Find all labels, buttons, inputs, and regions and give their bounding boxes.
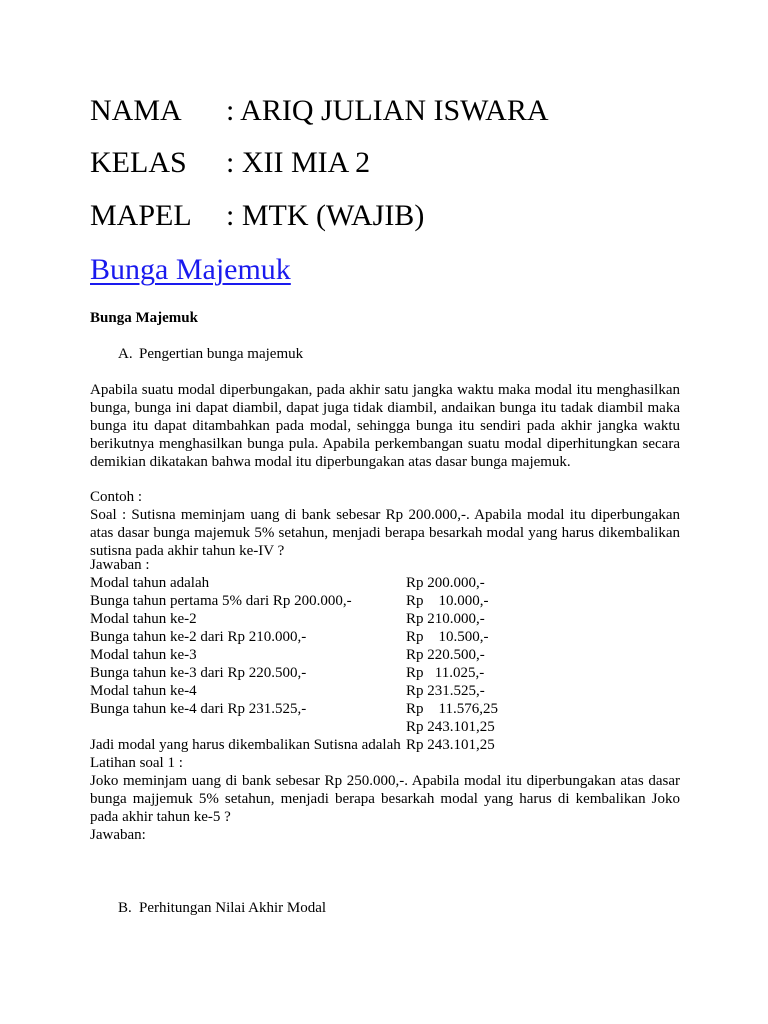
section-a-label: Pengertian bunga majemuk — [139, 346, 304, 362]
calculation-table — [90, 574, 680, 754]
example-question: Soal : Sutisna meminjam uang di bank sebesar Rp 200.000,-. Apabila modal itu diperbungakan atas dasar bunga majemuk 5% setahun, menjadi berapa besarkah modal yang harus dikembalikan sutisna pada akhir tahun ke-IV ? — [90, 507, 680, 559]
calc-row-label: Bunga tahun ke-2 dari Rp 210.000,- — [90, 629, 307, 645]
kelas-label: KELAS — [90, 146, 187, 179]
kelas-row — [90, 146, 370, 180]
calc-row-label: Modal tahun ke-3 — [90, 647, 197, 663]
calc-row-label: Bunga tahun ke-3 dari Rp 220.500,- — [90, 665, 307, 681]
conclusion-row — [90, 736, 680, 754]
subheading: Bunga Majemuk — [90, 310, 198, 326]
section-a-item — [118, 345, 303, 363]
calc-row-label: Modal tahun adalah — [90, 575, 210, 591]
calc-row — [90, 700, 680, 718]
calc-row-value: Rp 11.025,- — [406, 665, 485, 681]
calc-row — [90, 682, 680, 700]
nama-label: NAMA — [90, 94, 182, 127]
calc-row-value: Rp 243.101,25 — [406, 719, 495, 735]
definition-paragraph: Apabila suatu modal diperbungakan, pada akhir satu jangka waktu maka modal itu menghasilkan bunga, bunga ini dapat diambil, dapat juga tidak diambil, andaikan bunga itu tadak diambil maka bunga itu dapat ditambahkan pada modal, sehingga bunga itu sendiri pada akhir jangka waktu berikutnya menghasilkan bunga pula. Apabila perkembangan suatu modal diperhitungkan secara demikian dikatakan bahwa modal itu diperbungakan atas dasar bunga majemuk. — [90, 382, 680, 470]
kelas-value: : XII MIA 2 — [226, 146, 371, 179]
calc-row-value: Rp 10.500,- — [406, 629, 489, 645]
calc-row-value: Rp 231.525,- — [406, 683, 485, 699]
calc-row-label: Modal tahun ke-2 — [90, 611, 197, 627]
calc-row — [90, 610, 680, 628]
exercise-question: Joko meminjam uang di bank sebesar Rp 250.000,-. Apabila modal itu diperbungakan atas dasar bunga majjemuk 5% setahun, menjadi berapa besarkah modal yang harus di kembalikan Joko pada akhir tahun ke-5 ? — [90, 773, 680, 825]
calc-row — [90, 574, 680, 592]
page-title-link[interactable]: Bunga Majemuk — [90, 253, 291, 286]
mapel-row — [90, 199, 424, 233]
section-a-marker: A. — [118, 346, 133, 362]
calc-row-value: Rp 210.000,- — [406, 611, 485, 627]
exercise-answer-label: Jawaban: — [90, 827, 146, 843]
calc-row-value: Rp 220.500,- — [406, 647, 485, 663]
calc-row-label: Bunga tahun ke-4 dari Rp 231.525,- — [90, 701, 307, 717]
mapel-value: : MTK (WAJIB) — [226, 199, 425, 232]
section-b-item — [118, 899, 326, 917]
calc-row-label: Modal tahun ke-4 — [90, 683, 197, 699]
nama-value: : ARIQ JULIAN ISWARA — [226, 94, 549, 127]
calc-row-value: Rp 10.000,- — [406, 593, 489, 609]
calc-row-value: Rp 11.576,25 — [406, 701, 498, 717]
conclusion-label: Jadi modal yang harus dikembalikan Sutisna adalah — [90, 737, 401, 753]
calc-row — [90, 646, 680, 664]
mapel-label: MAPEL — [90, 199, 192, 232]
calc-row-value: Rp 200.000,- — [406, 575, 485, 591]
calc-row — [90, 664, 680, 682]
calc-row — [90, 628, 680, 646]
exercise-heading: Latihan soal 1 : — [90, 755, 183, 771]
section-b-marker: B. — [118, 900, 132, 916]
section-b-label: Perhitungan Nilai Akhir Modal — [139, 900, 327, 916]
calc-row — [90, 592, 680, 610]
example-answer-label: Jawaban : — [90, 557, 150, 573]
example-heading: Contoh : — [90, 489, 143, 505]
conclusion-value: Rp 243.101,25 — [406, 737, 495, 753]
calc-row-total — [90, 718, 680, 736]
nama-row — [90, 94, 549, 128]
calc-row-label: Bunga tahun pertama 5% dari Rp 200.000,- — [90, 593, 352, 609]
